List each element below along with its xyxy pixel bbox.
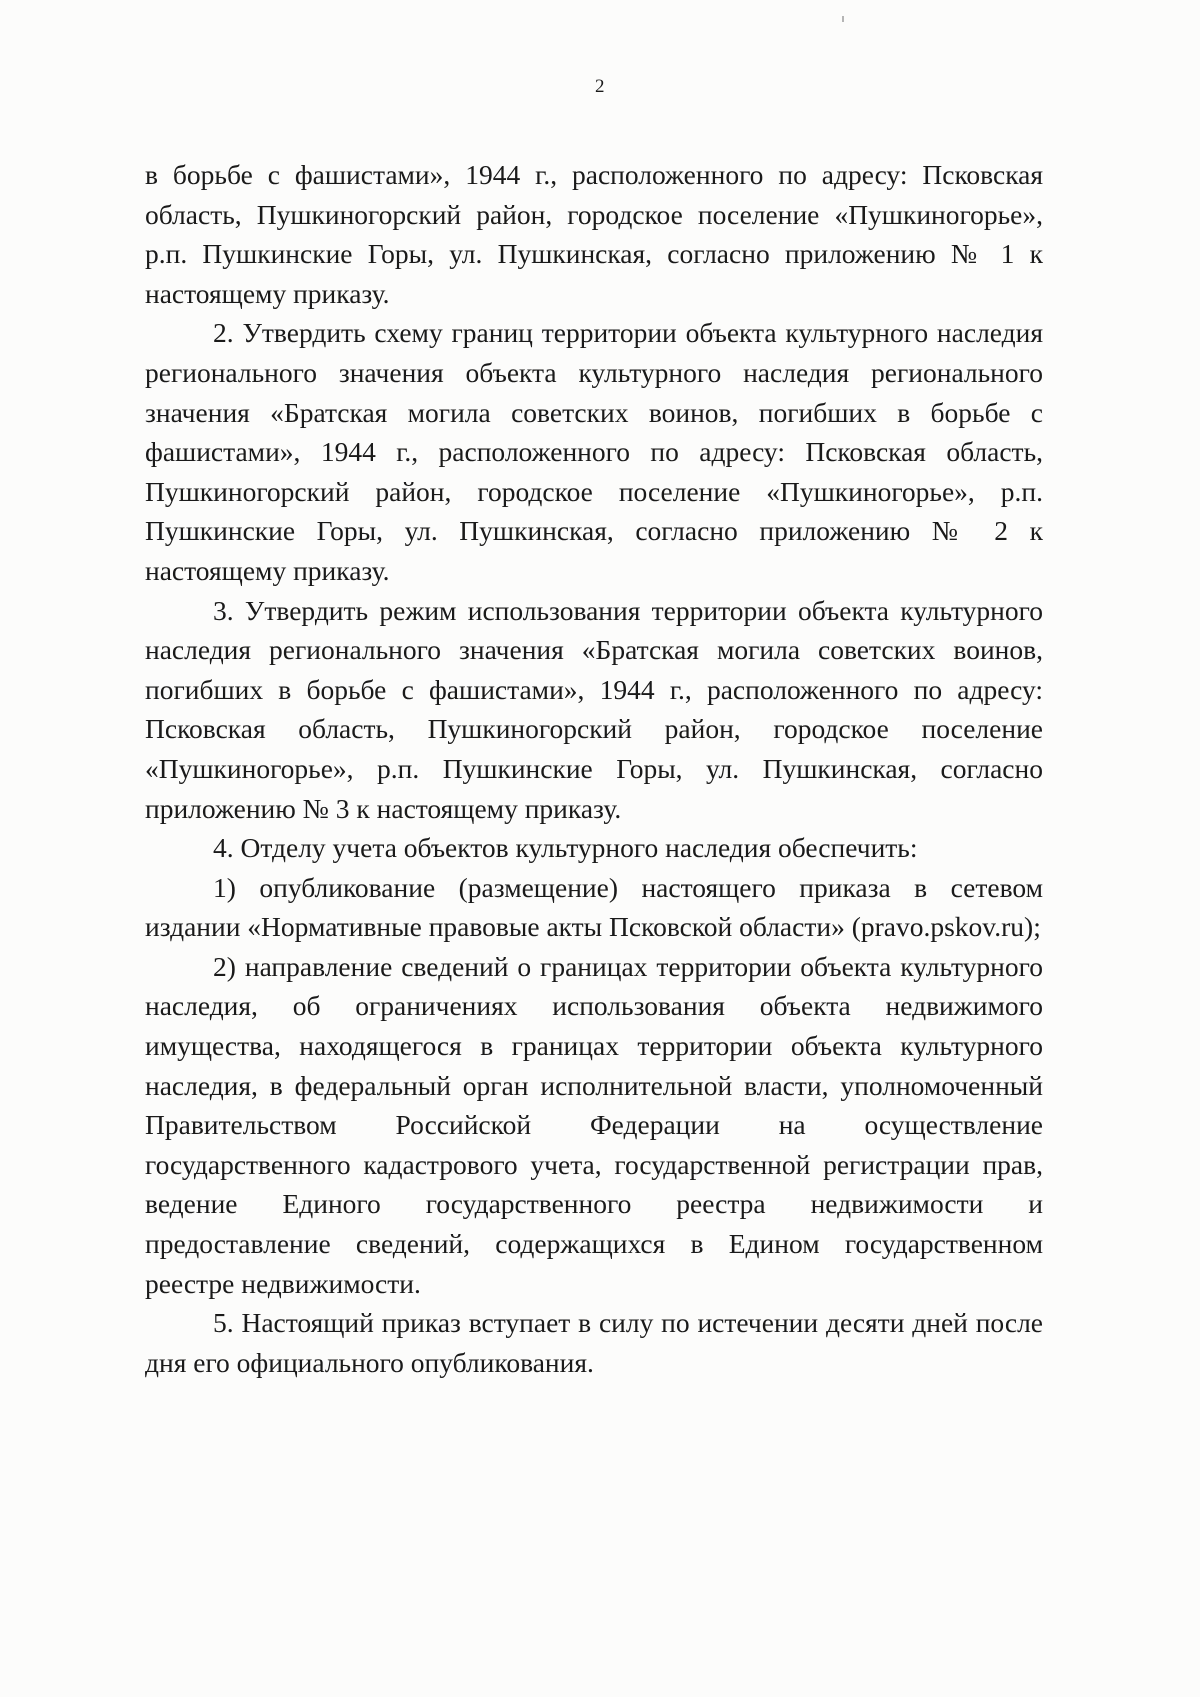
paragraph-item-2: 2. Утвердить схему границ территории объекта культурного наследия регионального значения объекта культурного наследия регионального значения «Братская могила советских воинов, погибших в борьбе с фашистами», 1944 г., расположенного по адресу: Псковская область, Пушкиногорский район, городское поселение «Пушкиногорье», р.п. Пушкинские Горы, ул. Пушкинская, согласно приложению № 2 к настоящему приказу. [145,317,1043,586]
paragraph-item-3: 3. Утвердить режим использования территории объекта культурного наследия регионального значения «Братская могила советских воинов, погибших в борьбе с фашистами», 1944 г., расположенного по адресу: Псковская область, Пушкиногорский район, городское поселение «Пушкиногорье», р.п. Пушкинские Горы, ул. Пушкинская, согласно приложению № 3 к настоящему приказу. [145,594,1043,824]
paragraph-subitem-1: 1) опубликование (размещение) настоящего приказа в сетевом издании «Нормативные правовые акты Псковской области» (pravo.pskov.ru); [145,871,1043,943]
paragraph-item-5: 5. Настоящий приказ вступает в силу по истечении десяти дней после дня его официального опубликования. [145,1307,1043,1378]
paragraph-continuation: в борьбе с фашистами», 1944 г., расположенного по адресу: Псковская область, Пушкиногорский район, городское поселение «Пушкиногорье», р.п. Пушкинские Горы, ул. Пушкинская, согласно приложению № 1 к настоящему приказу. [145,159,1043,309]
paragraph-subitem-2: 2) направление сведений о границах территории объекта культурного наследия, об ограничениях использования объекта недвижимого имущества, находящегося в границах территории объекта культурного наследия, в федеральный орган исполнительной власти, уполномоченный Правительством Российской Федерации на осуществление государственного кадастрового учета, государственной регистрации прав, ведение Единого государственного реестра недвижимости и предоставление сведений, содержащихся в Едином государственном реестре недвижимости. [145,950,1043,1299]
page-number: 2 [595,76,605,97]
document-body [145,155,1043,1382]
paragraph-item-4: 4. Отделу учета объектов культурного наследия обеспечить: [213,832,918,864]
scan-artifact [842,16,844,22]
